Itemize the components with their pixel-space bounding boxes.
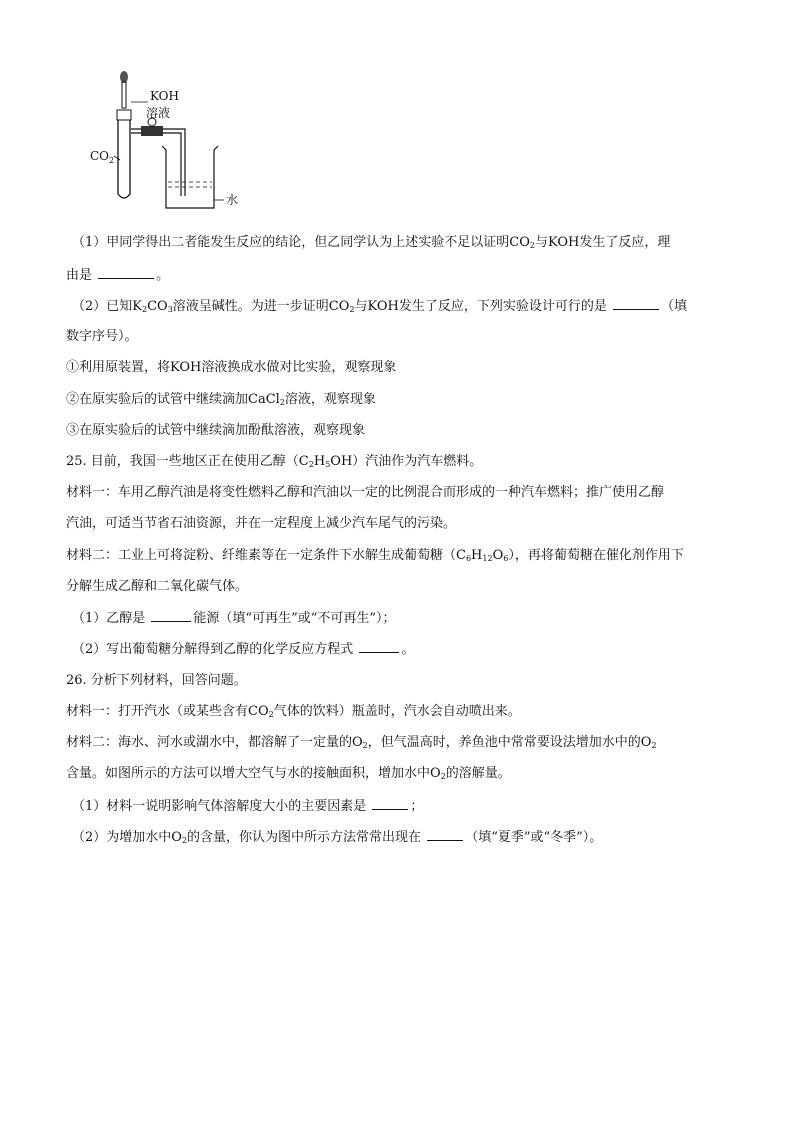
q25-material2-line2: 分解生成乙醇和二氧化碳气体。 [66, 579, 249, 594]
q25-material1-line2: 汽油，可适当节省石油资源，并在一定程度上减少汽车尾气的污染。 [66, 516, 457, 531]
q26-stem: 26. 分析下列材料，回答问题。 [66, 673, 247, 688]
q26-part2: （2）为增加水中$O_2$的含量，你认为图中所示方法常常出现在 （填“夏季”或“冬季”）。 [72, 830, 603, 845]
test-tube [118, 120, 130, 198]
q25-part2: （2）写出葡萄糖分解得到乙醇的化学反应方程式 。 [72, 642, 415, 657]
label-co2: $CO_2$ [90, 149, 115, 165]
answer-blank[interactable] [359, 640, 399, 653]
delivery-tube [131, 129, 185, 196]
q26-material2-line1: 材料二：海水、河水或湖水中，都溶解了一定量的$O_2$，但气温高时，养鱼池中常常要设法增加水中的$O_2$ [66, 735, 657, 750]
q25-material1-line1: 材料一：车用乙醇汽油是将变性燃料乙醇和汽油以一定的比例混合而形成的一种汽车燃料；推广使用乙醇 [66, 485, 665, 500]
tube-clamp [141, 126, 163, 136]
dropper-stem [122, 82, 126, 108]
q24-part1-line1: （1）甲同学得出二者能发生反应的结论，但乙同学认为上述实验不足以证明$CO_2$与KOH发生了反应，理 [72, 235, 671, 250]
label-koh: KOH [150, 89, 179, 103]
q25-material2-line1: 材料二：工业上可将淀粉、纤维素等在一定条件下水解生成葡萄糖$(C_6H_{12}O_6)$，再将葡萄糖在催化剂作用下 [66, 548, 684, 563]
q24-option-3: ③在原实验后的试管中继续滴加酚酞溶液，观察现象 [66, 423, 366, 438]
answer-blank[interactable] [98, 266, 154, 279]
q25-stem: 25. 目前，我国一些地区正在使用乙醇$(C_2H_5OH)$汽油作为汽车燃料。 [66, 454, 483, 469]
q25-part1: （1）乙醇是 能源（填“可再生”或“不可再生”）； [72, 611, 396, 626]
answer-blank[interactable] [427, 828, 463, 841]
q26-part1: （1）材料一说明影响气体溶解度大小的主要因素是 ； [72, 799, 424, 814]
answer-blank[interactable] [372, 797, 408, 810]
q24-option-2: ②在原实验后的试管中继续滴加CaCl$_2$溶液，观察现象 [66, 392, 376, 407]
apparatus-figure [86, 68, 256, 218]
dropper-bulb [120, 71, 128, 83]
answer-blank[interactable] [613, 297, 659, 310]
label-water: 水 [226, 193, 239, 207]
q24-part2-line2: 数字序号）。 [66, 329, 138, 344]
q26-material2-line2: 含量。如图所示的方法可以增大空气与水的接触面积，增加水中$O_2$的溶解量。 [66, 766, 511, 781]
water-surface [168, 182, 212, 187]
rubber-stopper [117, 110, 131, 120]
q24-part1-line2: 由是 。 [66, 268, 170, 283]
q24-option-1: ①利用原装置，将KOH溶液换成水做对比实验，观察现象 [66, 360, 397, 375]
beaker [162, 146, 218, 208]
label-solution: 溶液 [146, 106, 171, 120]
q24-part2-line1: （2）已知$K_2CO_3$溶液呈碱性。为进一步证明$CO_2$与KOH发生了反应，下列实验设计可行的是 （填 [72, 299, 687, 314]
q26-material1: 材料一：打开汽水（或某些含有$CO_2$气体的饮料）瓶盖时，汽水会自动喷出来。 [66, 704, 521, 719]
answer-blank[interactable] [151, 609, 191, 622]
